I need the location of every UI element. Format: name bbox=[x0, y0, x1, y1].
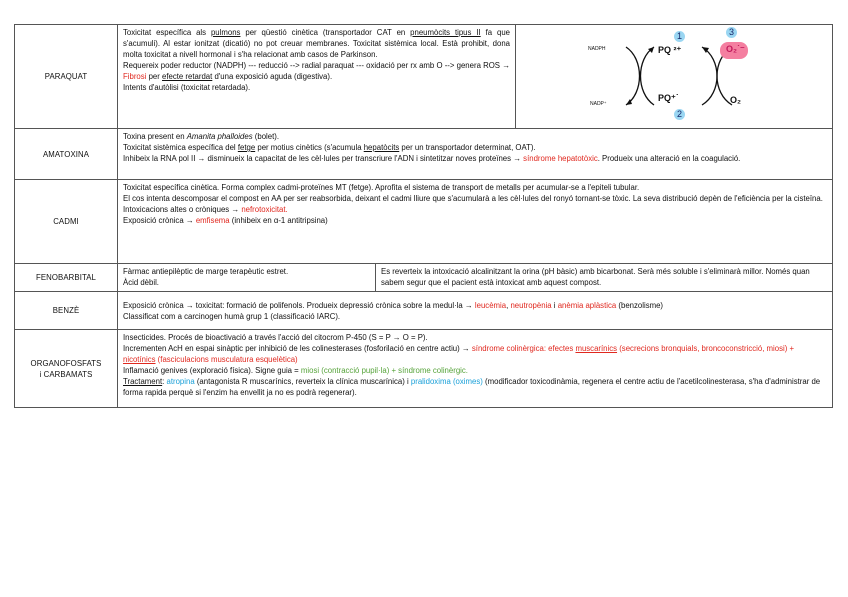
keyword-fasciculacions: (fasciculacions musculatura esquelètica) bbox=[155, 355, 298, 364]
row-cadmi bbox=[15, 180, 833, 264]
keyword-hepatocits: hepatòcits bbox=[363, 143, 400, 152]
pq-radical-label: PQ⁺˙ bbox=[658, 93, 679, 103]
keyword-pneumocits: pneumòcits tipus II bbox=[410, 28, 481, 37]
benze-description bbox=[118, 292, 833, 330]
keyword-secrecions: (secrecions bronquials, broncoconstricció, miosi) + bbox=[617, 344, 795, 353]
text: Intoxicacions altes o cròniques → bbox=[123, 205, 242, 214]
toxicology-table bbox=[14, 24, 833, 408]
text: . Produeix una alteració en la coagulació. bbox=[597, 154, 741, 163]
step-3-badge: 3 bbox=[726, 27, 737, 38]
fenobarbital-properties bbox=[118, 264, 376, 292]
text: (modificador toxicodinàmia, regenera el centre actiu de l'acetilcolinesterasa, s'ha d'administrar de forma rapida perquè si l'enzim ha envellit ja no es podrà regenerar). bbox=[123, 377, 821, 397]
row-name-fenobarbital: FENOBARBITAL bbox=[15, 264, 118, 292]
pq2-label: PQ ²⁺ bbox=[658, 45, 682, 55]
text: per un transportador determinat, OAT). bbox=[399, 143, 536, 152]
text: Requereix poder reductor (NADPH) --- reducció --> radial paraquat --- oxidació per rx amb O --> genera ROS → bbox=[123, 61, 510, 70]
row-name-line-1: ORGANOFOSFATS bbox=[30, 358, 102, 368]
nadp-label: NADP⁺ bbox=[590, 101, 607, 107]
keyword-sindrome-hepatotoxic: síndrome hepatotòxic bbox=[523, 154, 598, 163]
keyword-tractament: Tractament bbox=[123, 377, 163, 386]
keyword-neutropenia: neutropènia bbox=[510, 300, 552, 310]
text: Toxicitat específica cinètica. Forma complex cadmi-proteïnes MT (fetge). Aprofita el sistema de transport de metalls per acumular-se a l'epiteli tubular. bbox=[123, 183, 640, 192]
oxygen-label: O₂ bbox=[730, 95, 741, 105]
text: Insecticides. Procés de bioactivació a través l'acció del citocrom P-450 (S = P → O = P). bbox=[123, 333, 428, 342]
row-amatoxina bbox=[15, 129, 833, 180]
text: Toxicitat sistèmica específica del bbox=[123, 143, 238, 152]
organofosfats-description bbox=[118, 330, 833, 408]
text: : bbox=[162, 377, 167, 386]
text: fa que s'acumuli). Al estar ionitzat (dicatió) no pot creuar membranes. Toxicitat sistèmica local. Està prohibit, dona molta toxicitat a nivell hormonal i s'ha relacionat amb casos de Parkinson. bbox=[123, 28, 510, 59]
keyword-anemia-aplastica: anèmia aplàstica bbox=[557, 300, 617, 310]
row-benze bbox=[15, 292, 833, 330]
text: El cos intenta descomposar el compost en AA per ser reabsorbida, deixant el cadmi lliure que s'acumularà a les cèl·lules del ronyó tornant-se tòxic. La seva distribució depèn de l'eficiència per la cisteïna. bbox=[123, 194, 823, 203]
text: Fàrmac antiepilèptic de marge terapèutic estret. bbox=[123, 267, 289, 276]
text: Es reverteix la intoxicació alcalinitzant la orina (pH bàsic) amb bicarbonat. Serà més soluble i s'eliminarà millor. Només quan sabem segur que el pacient està intoxicat amb aquest compost. bbox=[381, 267, 810, 287]
keyword-leucemia: leucèmia bbox=[474, 300, 507, 310]
amatoxina-description bbox=[118, 129, 833, 180]
row-fenobarbital bbox=[15, 264, 833, 292]
nadph-label: NADPH bbox=[588, 46, 606, 52]
text: i bbox=[551, 300, 558, 310]
redox-cycle-diagram bbox=[516, 25, 833, 129]
keyword-pulmons: pulmons bbox=[210, 28, 241, 37]
cadmi-description bbox=[118, 180, 833, 264]
row-organofosfats bbox=[15, 330, 833, 408]
keyword-pralidoxima: pralidoxima (oximes) bbox=[410, 377, 483, 386]
text: per motius cinètics (s'acumula bbox=[255, 143, 364, 152]
paraquat-description bbox=[118, 25, 516, 129]
keyword-emfisema: emfisema bbox=[195, 216, 230, 225]
fenobarbital-treatment bbox=[376, 264, 833, 292]
keyword-nefrotoxicitat: nefrotoxicitat. bbox=[241, 205, 288, 214]
superoxide-label: O₂˙⁻ bbox=[726, 44, 745, 54]
text: (antagonista R muscarínics, reverteix la clínica muscarínica) i bbox=[194, 377, 411, 386]
text: Classificat com a carcinogen humà grup 1 (classificació IARC). bbox=[123, 311, 341, 321]
text: Toxicitat específica als bbox=[123, 28, 211, 37]
row-name-line-2: i CARBAMATS bbox=[39, 369, 93, 379]
text: Toxina present en bbox=[123, 132, 187, 141]
text: (benzolisme) bbox=[616, 300, 664, 310]
text: Inhibeix la RNA pol II → disminueix la capacitat de les cèl·lules per transcriure l'ADN i sintetitzar noves proteïnes → bbox=[123, 154, 524, 163]
row-name-paraquat: PARAQUAT bbox=[15, 25, 118, 129]
text: Àcid dèbil. bbox=[123, 278, 159, 287]
text: Inflamació genives (exploració física). Signe guia = bbox=[123, 366, 301, 375]
text: Exposició crònica → bbox=[123, 216, 196, 225]
text: per bbox=[146, 72, 163, 81]
text: Incrementen AcH en espai sinàptic per inhibició de les colinesterases (fosforilació en centre actiu) → bbox=[123, 344, 472, 353]
keyword-sindrome-colinergica: síndrome colinèrgica: efectes bbox=[471, 344, 576, 353]
keyword-efecte-retardat: efecte retardat bbox=[162, 72, 213, 81]
text: (bolet). bbox=[252, 132, 280, 141]
keyword-nicotinics: nicotínics bbox=[123, 355, 156, 364]
keyword-miosi: miosi (contracció pupil·la) + síndrome colinèrgic. bbox=[300, 366, 468, 375]
keyword-muscarinics: muscarínics bbox=[575, 344, 618, 353]
keyword-fibrosi: Fibrosi bbox=[123, 72, 147, 81]
row-name-amatoxina: AMATOXINA bbox=[15, 129, 118, 180]
text: , bbox=[506, 300, 511, 310]
row-paraquat bbox=[15, 25, 833, 129]
species-name: Amanita phalloides bbox=[186, 132, 253, 141]
step-1-badge: 1 bbox=[674, 31, 685, 42]
text: Intents d'autòlisi (toxicitat retardada). bbox=[123, 83, 251, 92]
row-name-benze: BENZÈ bbox=[15, 292, 118, 330]
row-name-cadmi: CADMI bbox=[15, 180, 118, 264]
step-2-badge: 2 bbox=[674, 109, 685, 120]
keyword-atropina: atropina bbox=[166, 377, 195, 386]
row-name-organofosfats bbox=[15, 330, 118, 408]
text: Exposició crònica → toxicitat: formació de polifenols. Produeix depressió crònica sobre la medul·la → bbox=[123, 300, 475, 310]
text: d'una exposició aguda (digestiva). bbox=[212, 72, 333, 81]
text: per qüestió cinètica (transportador CAT en bbox=[240, 28, 411, 37]
keyword-fetge: fetge bbox=[237, 143, 256, 152]
text: (inhibeix en α-1 antitripsina) bbox=[229, 216, 328, 225]
